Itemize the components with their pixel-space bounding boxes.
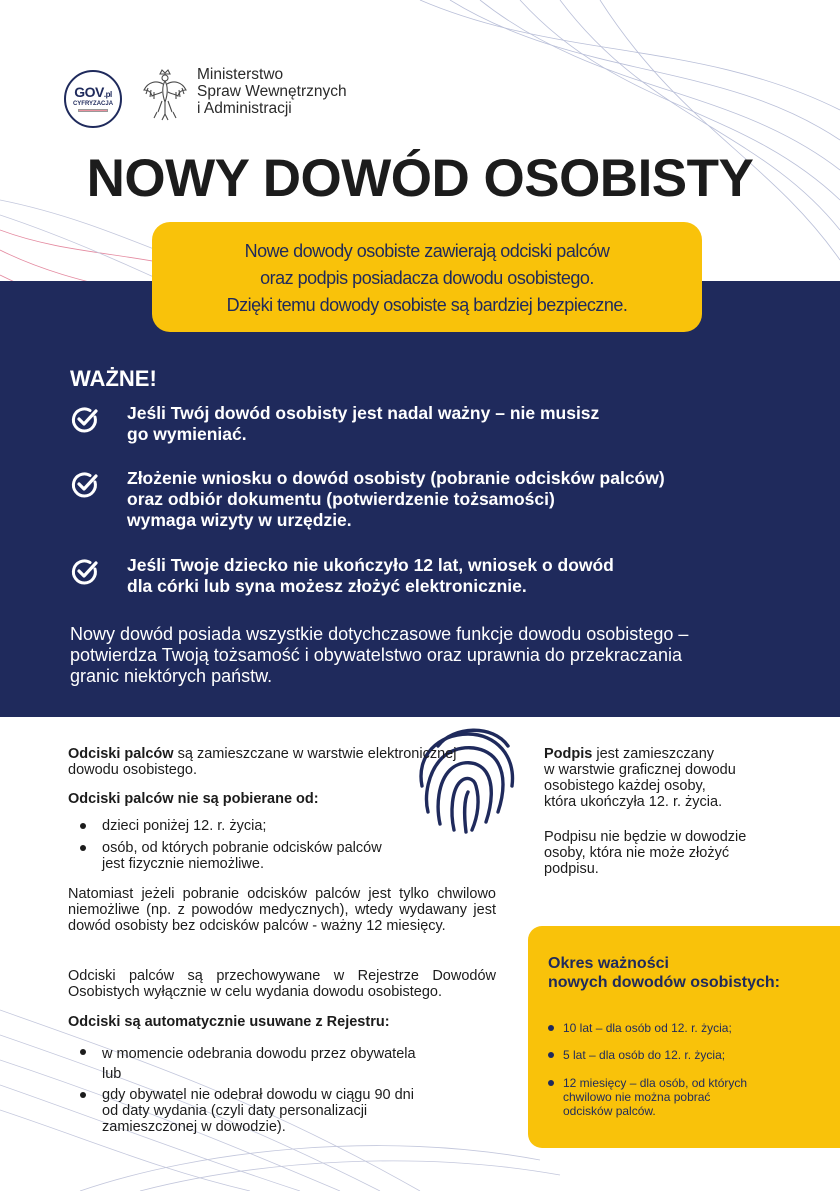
- check-circle-icon: [70, 470, 100, 500]
- flag-bar: [78, 109, 108, 112]
- gov-logo-subtitle: CYFRYZACJA: [72, 101, 114, 107]
- intro-callout: Nowe dowody osobiste zawierają odciski palców oraz podpis posiadacza dowodu osobistego. Dzięki temu dowody osobiste są bardziej bezpieczne.: [152, 222, 702, 332]
- gov-pl-logo: [64, 70, 122, 128]
- check-circle-icon: [70, 557, 100, 587]
- no-signature-paragraph: Podpisu nie będzie w dowodzie osoby, która nie może złożyć podpisu.: [544, 829, 747, 877]
- signature-paragraph: Podpis jest zamieszczany w warstwie graficznej dowodu osobistego każdej osoby, która ukończyła 12. r. życia.: [544, 746, 736, 810]
- check-circle-icon: [70, 405, 100, 435]
- removed-heading: Odciski są automatycznie usuwane z Rejestru:: [68, 1014, 390, 1030]
- fingerprints-not-taken-heading: Odciski palców nie są pobierane od:: [68, 791, 319, 807]
- gov-logo-text: GOV.pl: [74, 84, 112, 100]
- validity-title: Okres ważności nowych dowodów osobistych:: [548, 955, 780, 991]
- polish-eagle-icon: [142, 68, 188, 122]
- functions-paragraph: Nowy dowód posiada wszystkie dotychczasowe funkcje dowodu osobistego – potwierdza Twoją tożsamość i obywatelstwo oraz uprawnia do przekraczania granic niektórych państw.: [70, 624, 689, 686]
- fingerprints-intro: Odciski palców są zamieszczane w warstwie elektronicznej dowodu osobistego.: [68, 746, 457, 778]
- register-paragraph: Odciski palców są przechowywane w Rejestrze Dowodów Osobistych wyłącznie w celu wydania dowodu osobistego.: [68, 968, 496, 1000]
- page-title: NOWY DOWÓD OSOBISTY: [86, 149, 754, 208]
- ministry-name: Ministerstwo Spraw Wewnętrznych i Administracji: [197, 66, 347, 117]
- important-heading: WAŻNE!: [70, 366, 157, 391]
- temporary-paragraph: Natomiast jeżeli pobranie odcisków palców jest tylko chwilowo niemożliwe (np. z powodów medycznych), wtedy wydawany jest dowód osobisty bez odcisków palców - ważny 12 miesięcy.: [68, 886, 496, 934]
- validity-box: Okres ważności nowych dowodów osobistych: 10 lat – dla osób od 12. r. życia; 5 lat – dla osób do 12. r. życia; 12 miesięcy – dla osób, od których chwilowo nie można pobrać odcisków palców.: [528, 926, 840, 1148]
